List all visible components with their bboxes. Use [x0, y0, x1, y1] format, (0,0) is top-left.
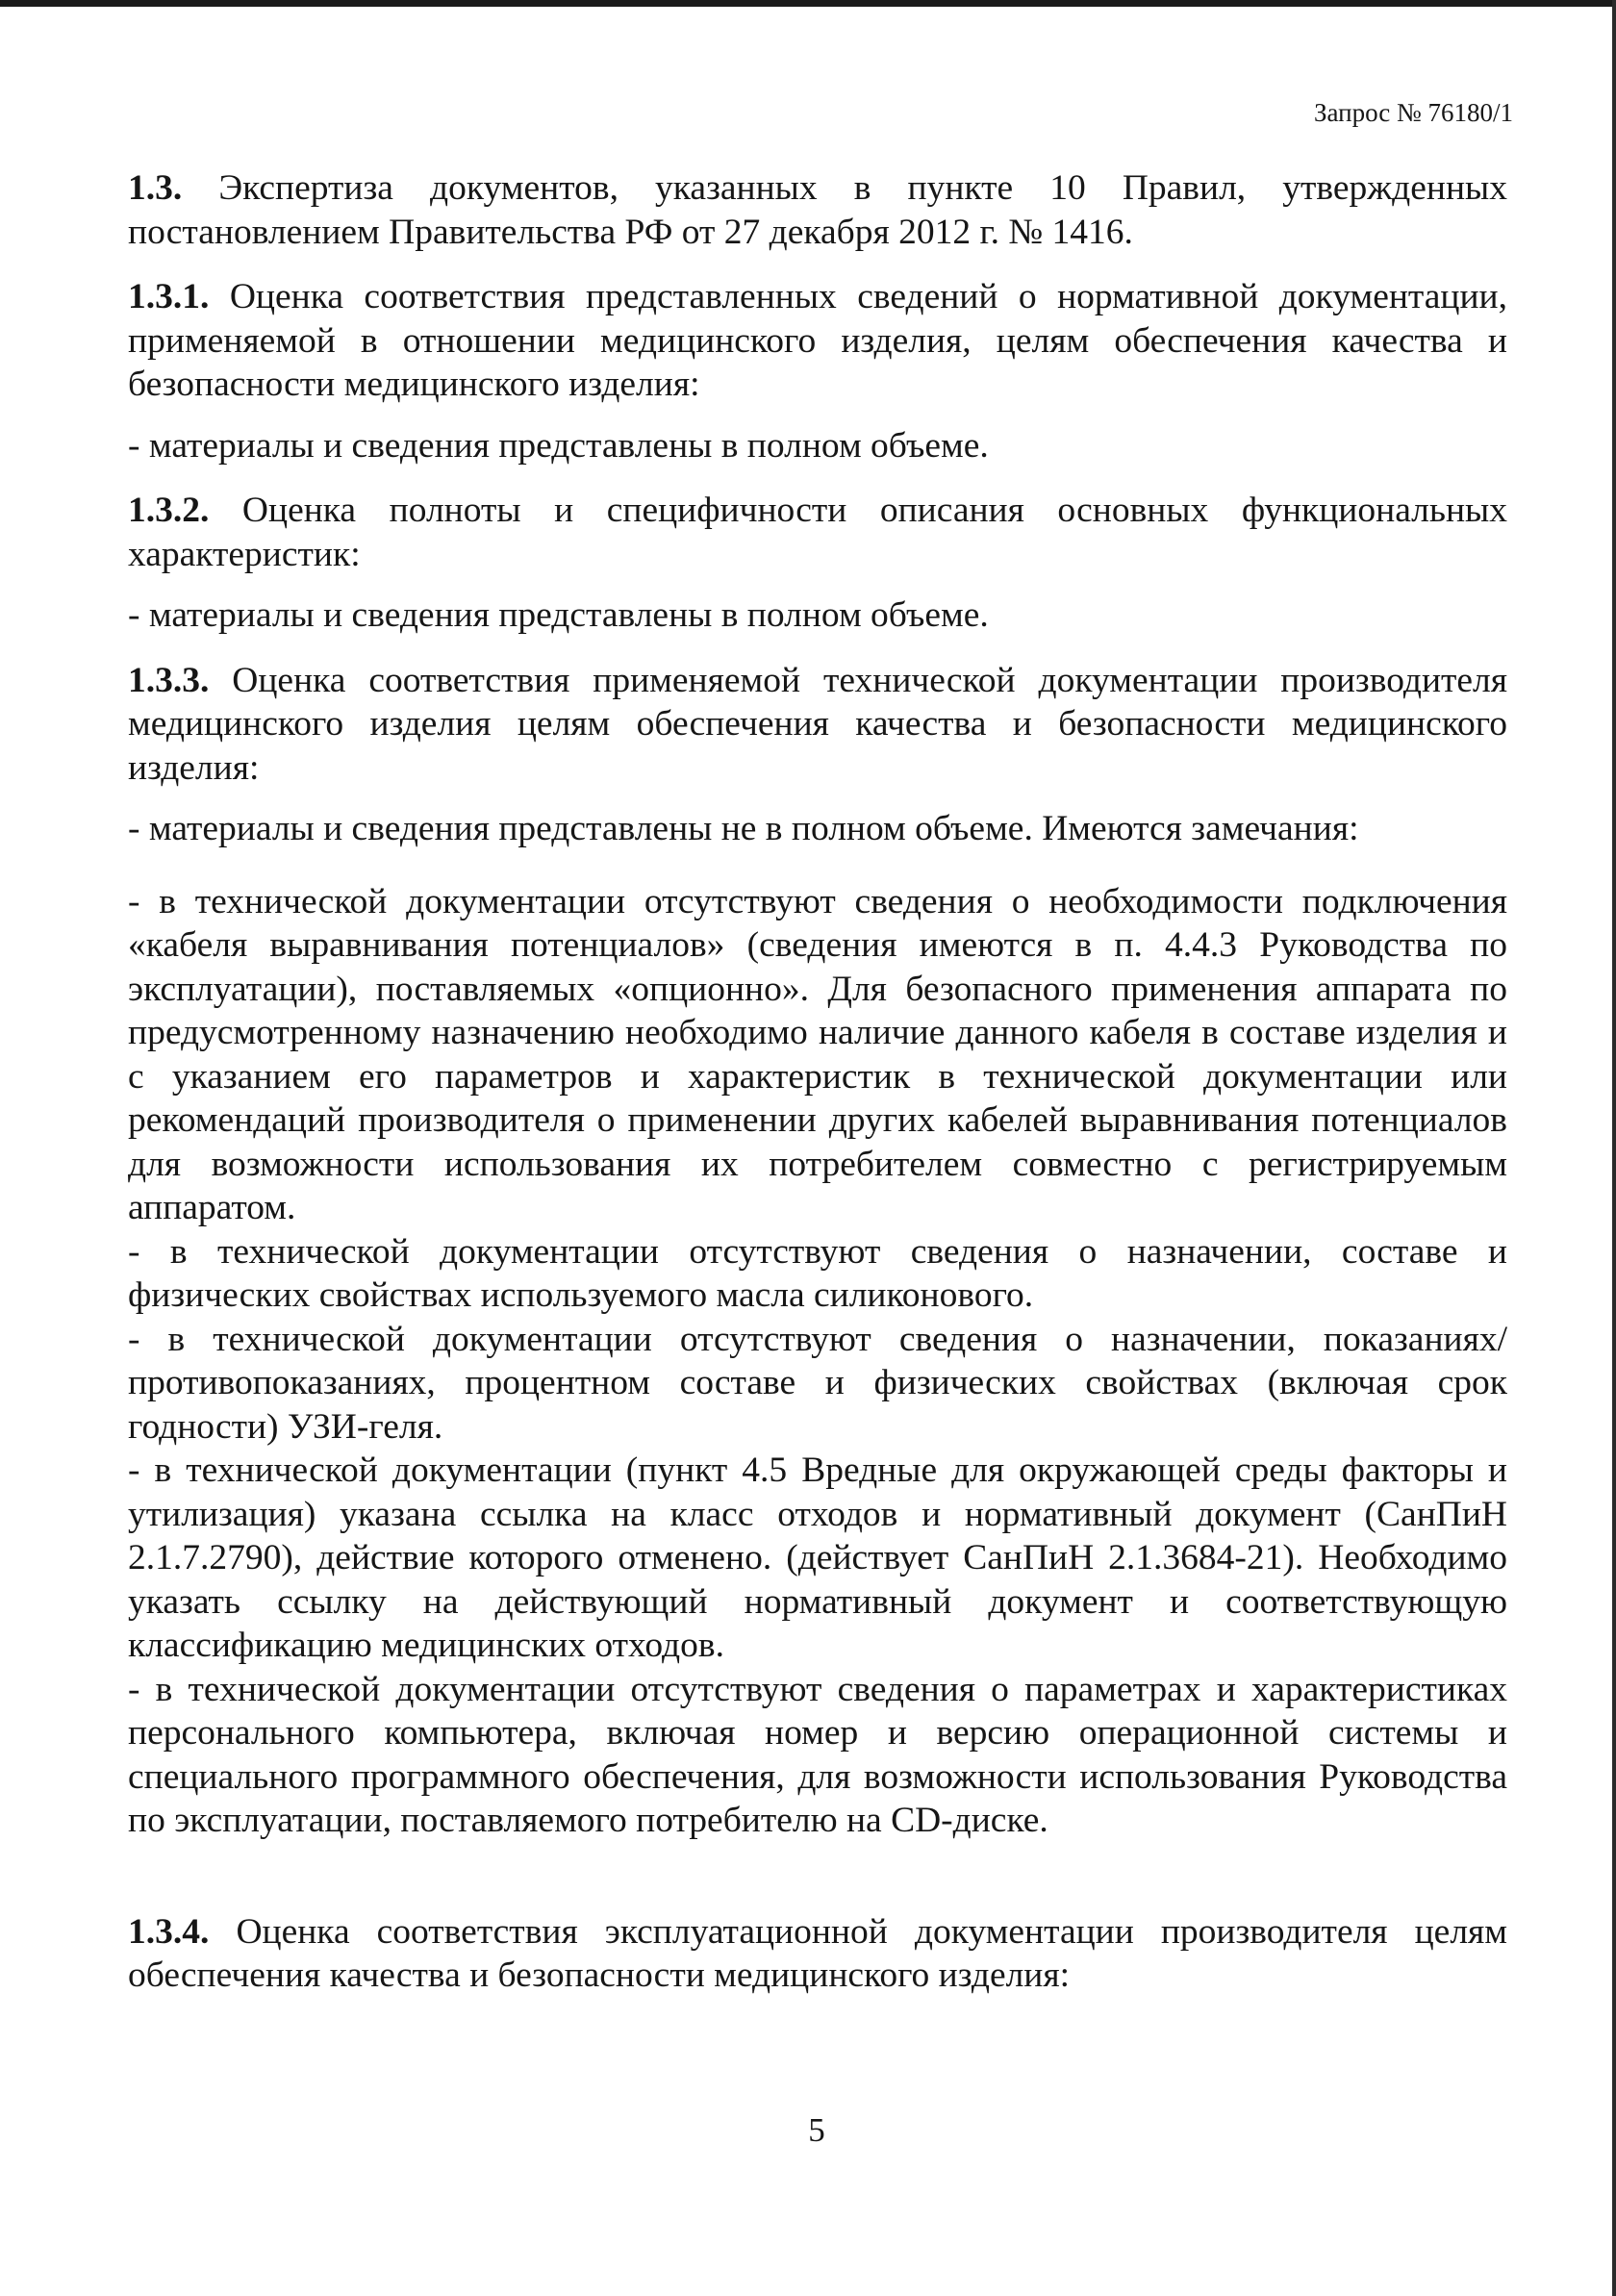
section-result: - материалы и сведения представлены не в полном объеме. Имеются замечания: — [128, 809, 1359, 848]
section-text: Экспертиза документов, указанных в пункте 10 Правил, утвержденных постановлением Правительства РФ от 27 декабря 2012 г. № 1416. — [128, 168, 1507, 252]
section-result: - материалы и сведения представлены в полном объеме. — [128, 425, 989, 466]
request-number: Запрос № 76180/1 — [1313, 98, 1513, 127]
remarks-list — [128, 880, 1507, 1843]
remark-item: - в технической документации отсутствуют сведения о необходимости подключения «кабеля выравнивания потенциалов» (сведения имеются в п. 4.4.3 Руководства по эксплуатации), поставляемых «опционно». Для безопасного применения аппарата по предусмотренному назначению необходимо наличие данного кабеля в составе изделия и с указанием его параметров и характеристик в технической документации или рекомендаций производителя о применении других кабелей выравнивания потенциалов для возможности использования их потребителем совместно с регистрируемым аппаратом. — [128, 881, 1507, 1227]
scan-border-top — [0, 0, 1616, 7]
remark-item: - в технической документации отсутствуют сведения о назначении, показаниях/противопоказаниях, процентном составе и физических свойствах (включая срок годности) УЗИ-геля. — [128, 1319, 1507, 1447]
section-1-3 — [128, 166, 1507, 254]
section-text: Оценка полноты и специфичности описания основных функциональных характеристик: — [128, 491, 1507, 574]
section-number: 1.3.3. — [128, 660, 210, 700]
section-result: - материалы и сведения представлены в полном объеме. — [128, 595, 989, 635]
section-number: 1.3.1. — [128, 277, 210, 316]
section-number: 1.3.4. — [128, 1911, 210, 1952]
section-1-3-4 — [128, 1910, 1507, 1998]
section-1-3-3 — [128, 659, 1507, 791]
scan-border-right — [1612, 0, 1616, 2296]
section-text: Оценка соответствия представленных сведений о нормативной документации, применяемой в отношении медицинского изделия, целям обеспечения качества и безопасности медицинского изделия: — [128, 277, 1507, 404]
section-1-3-2 — [128, 489, 1507, 576]
section-text: Оценка соответствия эксплуатационной документации производителя целям обеспечения качества и безопасности медицинского изделия: — [128, 1911, 1508, 1995]
section-number: 1.3.2. — [128, 491, 210, 530]
remark-item: - в технической документации отсутствуют сведения о параметрах и характеристиках персонального компьютера, включая номер и версию операционной системы и специального программного обеспечения, для возможности использования Руководства по эксплуатации, поставляемого потребителю на CD-диске. — [128, 1669, 1507, 1840]
page-number: 5 — [808, 2111, 825, 2149]
section-text: Оценка соответствия применяемой технической документации производителя медицинского изделия целям обеспечения качества и безопасности медицинского изделия: — [128, 660, 1508, 788]
section-number: 1.3. — [128, 168, 183, 208]
remark-item: - в технической документации отсутствуют сведения о назначении, составе и физических свойствах используемого масла силиконового. — [128, 1231, 1507, 1315]
section-1-3-1 — [128, 275, 1507, 407]
document-body — [128, 166, 1507, 1998]
remark-item: - в технической документации (пункт 4.5 Вредные для окружающей среды факторы и утилизация) указана ссылка на класс отходов и нормативный документ (СанПиН 2.1.7.2790), действие которого отменено. (действует СанПиН 2.1.3684-21). Необходимо указать ссылку на действующий нормативный документ и соответствующую классификацию медицинских отходов. — [128, 1451, 1507, 1665]
